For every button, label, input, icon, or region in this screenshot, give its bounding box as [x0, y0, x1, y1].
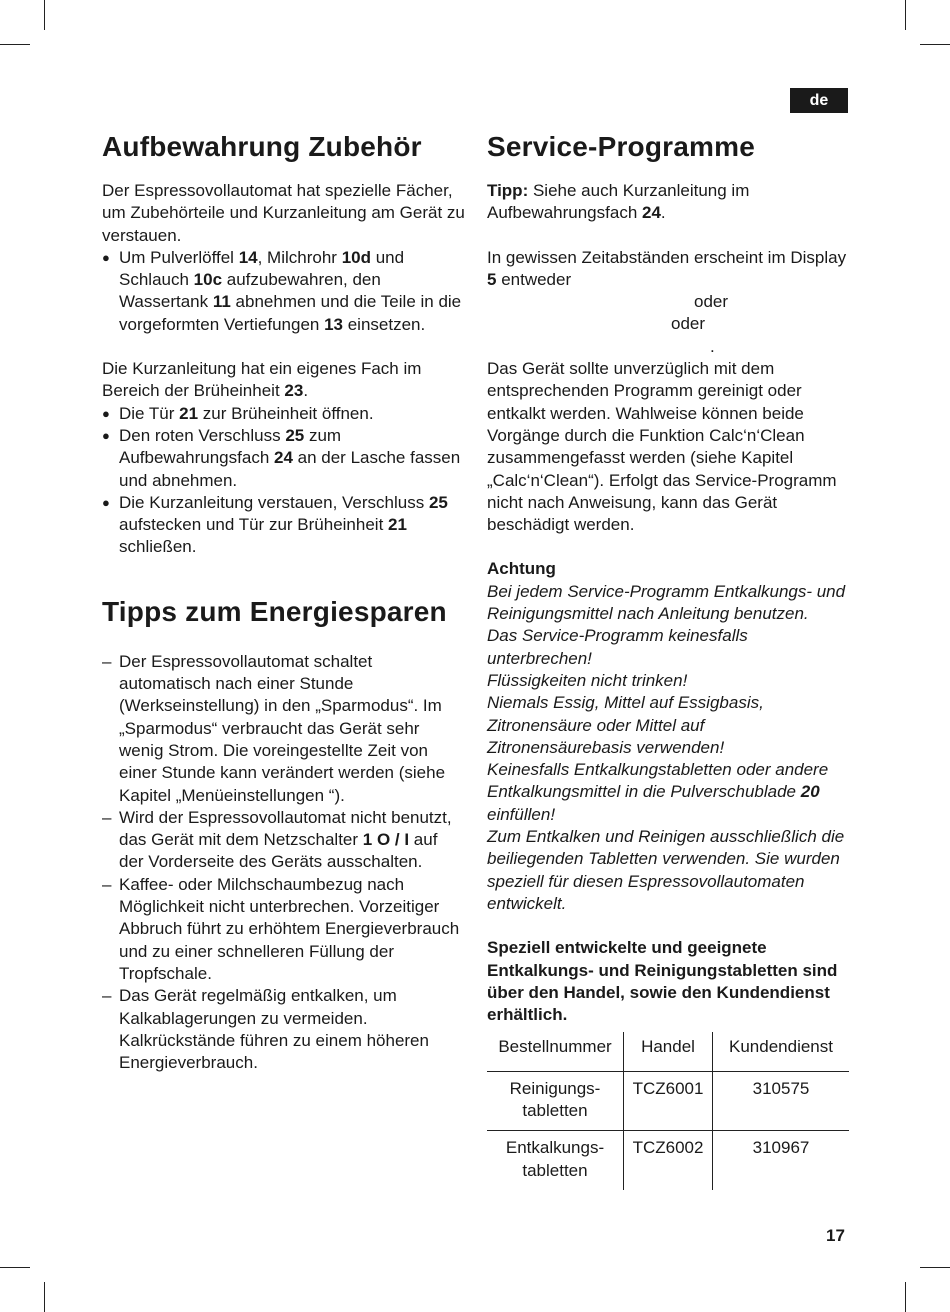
warning-text: Keinesfalls Entkalkungstabletten oder andere Entkalkungsmittel in die Pulverschublade 20 einfüllen!	[487, 760, 829, 824]
list-item: ● Die Kurzanleitung verstauen, Verschluss 25 aufstecken und Tür zur Brüheinheit 21 schließen.	[102, 492, 466, 559]
table-row	[487, 1131, 849, 1190]
bullet-list	[102, 247, 466, 336]
list-item: – Das Gerät regelmäßig entkalken, um Kalkablagerungen zu vermeiden. Kalkrückstände führen zu einem höheren Energieverbrauch.	[102, 985, 466, 1074]
tip-paragraph: Tipp: Siehe auch Kurzanleitung im Aufbewahrungsfach 24.	[487, 181, 750, 223]
dash-list	[102, 651, 466, 1075]
crop-mark	[920, 44, 950, 45]
table-header: Handel	[624, 1032, 713, 1071]
crop-mark	[905, 1282, 906, 1312]
table-cell: 310967	[752, 1138, 810, 1158]
table-cell: TCZ6002	[624, 1131, 713, 1190]
display-paragraph: In gewissen Zeitabständen erscheint im Display 5 entweder	[487, 247, 847, 289]
crop-mark	[44, 0, 45, 30]
bullet-list	[102, 403, 466, 559]
warning-text: Bei jedem Service-Programm Entkalkungs- und Reinigungsmittel nach Anleitung benutzen.	[487, 581, 846, 624]
list-item: – Der Espressovollautomat schaltet automatisch nach einer Stunde (Werkseinstellung) in den „Sparmodus“. Im „Sparmodus“ verbraucht das Gerät sehr wenig Strom. Die voreingestellte Zeit von einer Stunde kann verändert werden (siehe Kapitel „Menüeinstellungen “).	[102, 651, 466, 807]
intro-paragraph: Der Espressovollautomat hat spezielle Fächer, um Zubehörteile und Kurzanleitung am Gerät zu verstauen.	[102, 181, 465, 245]
list-item: – Kaffee- oder Milchschaumbezug nach Möglichkeit nicht unterbrechen. Vorzeitiger Abbruch führt zu erhöhtem Energieverbrauch und zu einer schnelleren Füllung der Tropfschale.	[102, 874, 466, 985]
warning-text: Flüssigkeiten nicht trinken!	[487, 670, 688, 690]
list-item: ● Den roten Verschluss 25 zum Aufbewahrungsfach 24 an der Lasche fassen und abnehmen.	[102, 425, 466, 492]
service-paragraph: Das Gerät sollte unverzüglich mit dem entsprechenden Programm gereinigt oder entkalkt werden. Wahlweise können beide Vorgänge durch die Funktion Calc‘n‘Clean zusammengefasst werden (siehe Kapitel „Calc‘n‘Clean“). Erfolgt das Service-Programm nicht nach Anweisung, kann das Gerät beschädigt werden.	[487, 359, 837, 535]
oder-line: oder	[671, 314, 706, 334]
table-row	[487, 1071, 849, 1131]
warning-text: Zum Entkalken und Reinigen ausschließlich die beiliegenden Tabletten verwenden. Sie wurden speziell für diesen Espressovollautomaten entwickelt.	[487, 827, 845, 913]
crop-mark	[44, 1282, 45, 1312]
crop-mark	[920, 1267, 950, 1268]
dot-line: .	[710, 336, 715, 356]
oder-line: oder	[694, 292, 729, 312]
table-header: Kundendienst	[713, 1032, 850, 1071]
table-cell: Entkalkungs- tabletten	[505, 1138, 605, 1180]
table-cell: TCZ6001	[624, 1071, 713, 1131]
heading-service-programs: Service-Programme	[487, 131, 755, 162]
left-column	[102, 130, 466, 1074]
list-item: ● Die Tür 21 zur Brüheinheit öffnen.	[102, 403, 466, 425]
right-column	[487, 130, 849, 1190]
warning-title: Achtung	[487, 559, 556, 579]
short-guide-paragraph: Die Kurzanleitung hat ein eigenes Fach im Bereich der Brüheinheit 23.	[102, 359, 422, 401]
order-table	[487, 1032, 849, 1189]
language-badge: de	[790, 88, 848, 113]
page-number: 17	[826, 1226, 845, 1245]
tablets-note: Speziell entwickelte und geeignete Entkalkungs- und Reinigungstabletten sind über den Handel, sowie den Kundendienst erhältlich.	[487, 938, 838, 1025]
list-item: ● Um Pulverlöffel 14, Milchrohr 10d und Schlauch 10c aufzubewahren, den Wassertank 11 abnehmen und die Teile in die vorgeformten Vertiefungen 13 einsetzen.	[102, 247, 466, 336]
warning-text: Niemals Essig, Mittel auf Essigbasis, Zitronensäure oder Mittel auf Zitronensäurebasis verwenden!	[487, 693, 764, 757]
crop-mark	[905, 0, 906, 30]
crop-mark	[0, 44, 30, 45]
table-cell: Reinigungs- tabletten	[487, 1071, 624, 1131]
list-item: – Wird der Espressovollautomat nicht benutzt, das Gerät mit dem Netzschalter 1 O / I auf der Vorderseite des Geräts ausschalten.	[102, 807, 466, 874]
table-header: Bestellnummer	[487, 1032, 624, 1071]
table-cell: 310575	[713, 1071, 850, 1131]
warning-text: Das Service-Programm keinesfalls unterbrechen!	[487, 626, 748, 668]
heading-accessory-storage: Aufbewahrung Zubehör	[102, 131, 422, 162]
crop-mark	[0, 1267, 30, 1268]
heading-energy-saving: Tipps zum Energiesparen	[102, 595, 447, 627]
